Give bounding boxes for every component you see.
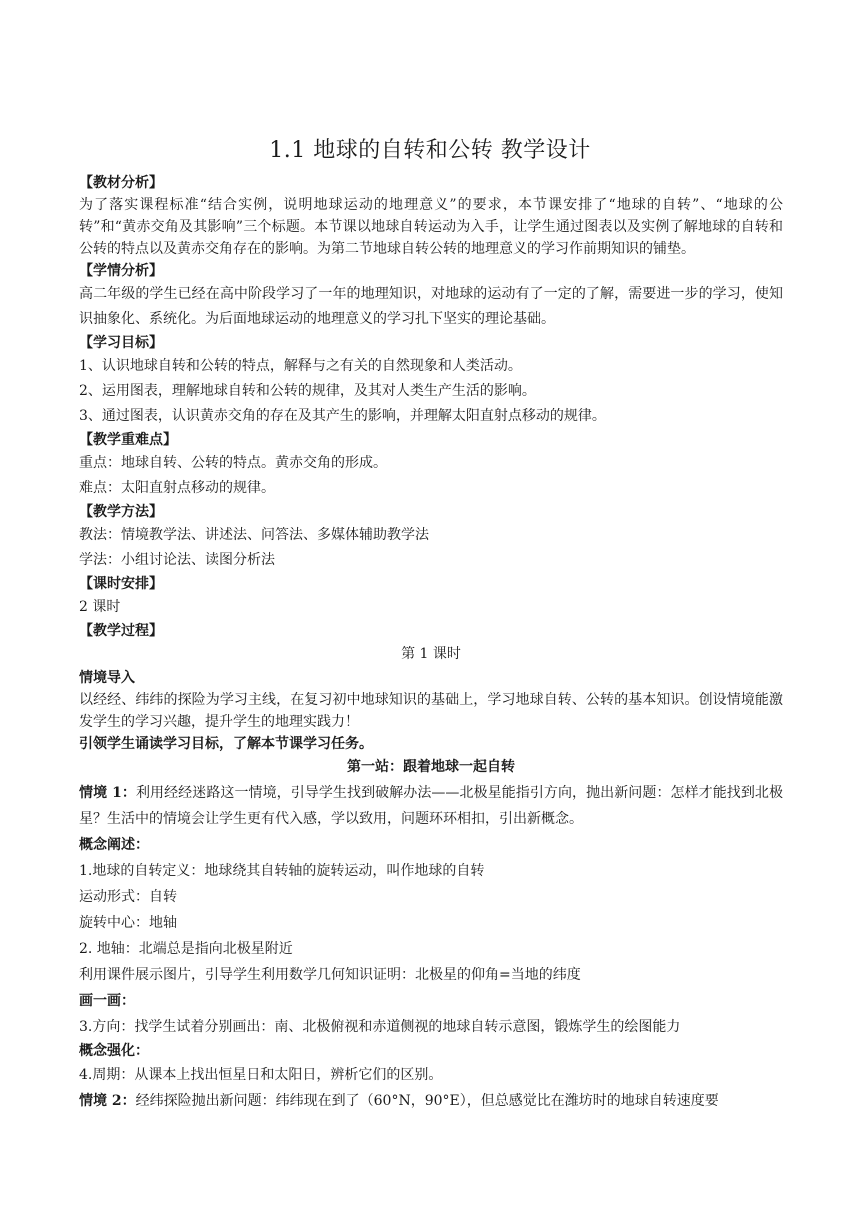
section-heading-process: 【教学过程】 (79, 623, 163, 639)
document-title: 1.1 地球的自转和公转 教学设计 (269, 138, 591, 163)
rotation-definition: 1.地球的自转定义：地球绕其自转轴的旋转运动，叫作地球的自转 (79, 863, 485, 879)
intro-heading: 情境导入 (79, 670, 135, 686)
motion-form: 运动形式：自转 (79, 889, 177, 905)
section-heading-student-analysis: 【学情分析】 (79, 263, 163, 279)
situation-1-label: 情境 1： (79, 785, 136, 801)
section-heading-textbook-analysis: 【教材分析】 (79, 175, 163, 191)
intro-bold-text: 引领学生诵读学习目标，了解本节课学习任务。 (79, 736, 373, 752)
reinforce-heading: 概念强化： (79, 1043, 149, 1059)
section-heading-key-points: 【教学重难点】 (79, 432, 177, 448)
rotation-center: 旋转中心：地轴 (79, 915, 177, 931)
teaching-method-text: 教法：情境教学法、讲述法、问答法、多媒体辅助教学法 (79, 527, 429, 543)
direction-text: 3.方向：找学生试着分别画出：南、北极俯视和赤道侧视的地球自转示意图，锻炼学生的绘图能力 (79, 1019, 681, 1035)
document-body (79, 172, 783, 1114)
lesson-label: 第 1 课时 (401, 646, 461, 662)
textbook-analysis-text: 为了落实课程标准“结合实例，说明地球运动的地理意义”的要求，本节课安排了“地球的自转”、“地球的公转”和“黄赤交角及其影响”三个标题。本节课以地球自转运动为入手，让学生通过图表以及实例了解地球的自转和公转的特点以及黄赤交角存在的影响。为第二节地球自转公转的地理意义的学习作前期知识的铺垫。 (79, 197, 783, 257)
draw-heading: 画一画： (79, 993, 135, 1009)
difficult-point-text: 难点：太阳直射点移动的规律。 (79, 480, 275, 496)
schedule-text: 2 课时 (79, 599, 121, 615)
earth-axis-text: 2. 地轴：北端总是指向北极星附近 (79, 941, 293, 957)
situation-1-paragraph (79, 780, 783, 832)
situation-2-label: 情境 2： (79, 1093, 136, 1109)
learning-goal-item: 2、运用图表，理解地球自转和公转的规律，及其对人类生产生活的影响。 (79, 383, 536, 399)
student-analysis-text: 高二年级的学生已经在高中阶段学习了一年的地理知识，对地球的运动有了一定的了解，需要进一步的学习，使知识抽象化、系统化。为后面地球运动的地理意义的学习扎下坚实的理论基础。 (79, 286, 783, 327)
learning-goal-item: 1、认识地球自转和公转的特点，解释与之有关的自然现象和人类活动。 (79, 358, 522, 374)
period-text: 4.周期：从课本上找出恒星日和太阳日，辨析它们的区别。 (79, 1067, 443, 1083)
situation-2-paragraph (79, 1088, 783, 1114)
section-heading-learning-goals: 【学习目标】 (79, 335, 163, 351)
section-heading-methods: 【教学方法】 (79, 504, 163, 520)
situation-2-text: 经纬探险抛出新问题：纬纬现在到了（60°N，90°E），但总感觉比在潍坊时的地球自转速度要 (135, 1093, 719, 1109)
situation-1-text: 利用经经迷路这一情境，引导学生找到破解办法——北极星能指引方向，抛出新问题：怎样才能找到北极星？生活中的情境会让学生更有代入感，学以致用，问题环环相扣，引出新概念。 (79, 785, 783, 827)
key-point-text: 重点：地球自转、公转的特点。黄赤交角的形成。 (79, 455, 387, 471)
proof-text: 利用课件展示图片，引导学生利用数学几何知识证明：北极星的仰角=当地的纬度 (79, 967, 581, 983)
station-heading: 第一站：跟着地球一起自转 (347, 759, 515, 775)
intro-text: 以经经、纬纬的探险为学习主线，在复习初中地球知识的基础上，学习地球自转、公转的基本知识。创设情境能激发学生的学习兴趣，提升学生的地理实践力！ (79, 692, 783, 730)
section-heading-schedule: 【课时安排】 (79, 576, 163, 592)
learning-method-text: 学法：小组讨论法、读图分析法 (79, 552, 275, 568)
learning-goal-item: 3、通过图表，认识黄赤交角的存在及其产生的影响，并理解太阳直射点移动的规律。 (79, 408, 606, 424)
concept-heading: 概念阐述： (79, 837, 149, 853)
